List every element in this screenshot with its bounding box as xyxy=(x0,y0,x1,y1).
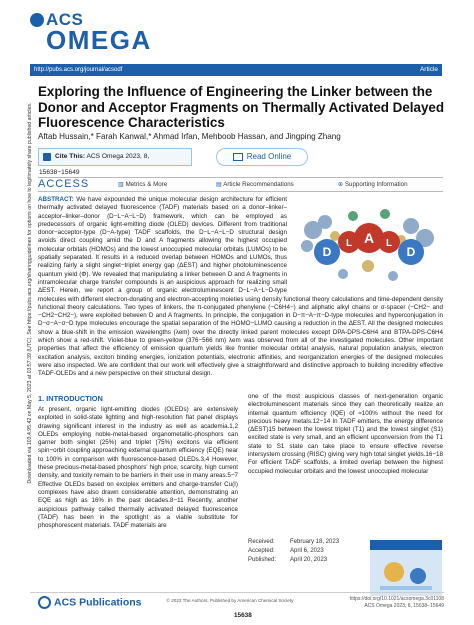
supporting-information-link[interactable] xyxy=(338,178,408,191)
publisher-name: ACS Publications xyxy=(54,596,142,609)
date-published xyxy=(248,556,348,565)
article-recommendations-link[interactable] xyxy=(216,178,294,191)
figure-label-l2: L xyxy=(385,238,393,249)
cite-text[interactable]: ACS Omega 2023, 8, 15638−15649 xyxy=(39,153,150,176)
date-value: April 6, 2023 xyxy=(290,548,324,554)
bar-chart-icon: ▥ xyxy=(118,181,126,188)
figure-label-d2: D xyxy=(406,245,416,259)
add-icon: ⊕ xyxy=(338,181,345,188)
cite-this-box[interactable] xyxy=(38,148,192,176)
metrics-label: Metrics & More xyxy=(125,181,168,188)
acs-omega-logo xyxy=(30,10,170,55)
abstract-block xyxy=(38,196,443,379)
date-accepted xyxy=(248,547,348,556)
footer-citation xyxy=(332,596,444,610)
header-bar xyxy=(30,64,442,76)
intro-right-column: one of the most auspicious classes of next-generation organic electroluminescent materials since they can theoretically realize an internal quantum efficiency (IQE) of ≈100% without the need for precious heavy metals.12−14 In TADF emitters, the energy difference (ΔEST)15 between the lowest triplet (T1) and the lowest singlet (S1) excited state is very small, and an efficient upconversion from the T1 state to S1 state can take place to ensure effective reverse intersystem crossing (RISC) giving very high total singlet yields.16−18 For efficient TADF scaffolds, a limited overlap between the highest occupied molecular orbitals and the lowest unoccupied molecular xyxy=(248,393,443,475)
article-title: Exploring the Influence of Engineering the Linker between the Donor and Acceptor Fragments on Thermally Activated Delayed Fluorescence Characteristics xyxy=(38,84,445,131)
date-received xyxy=(248,538,348,547)
read-online-label: Read Online xyxy=(246,152,292,161)
read-online-button[interactable] xyxy=(216,148,308,166)
journal-cover-thumbnail[interactable] xyxy=(370,540,442,596)
copyright-notice: © 2023 The Authors. Published by American Chemical Society xyxy=(166,598,294,603)
abstract-text: We have expounded the unique molecular design architecture for efficient thermally activated delayed fluorescence (TADF) materials based on a donor–linker–acceptor–linker–donor (D−L−A−L−D) framework, which can be employed as predecessors of organic light-emitting diode (OLED) devices. Different from traditional donor−acceptor-type (D−A-type) TADF scaffolds, the D−L−A−L−D structural design avoids direct coupling amid the D and A fragments allowing the highest occupied molecular orbitals (HOMOs) and the lowest unoccupied molecular orbitals (LUMOs) to be spatially separated. It results in a reduced overlap between HOMOs and LUMOs, thus realizing fairly a slight singlet−triplet energy gap (ΔEST) and higher photoluminescence quantum yield (Φ). We revealed that manipulating a linker between D and A fragments in intramolecular charge transfer compounds is an auspicious approach for realizing small ΔEST. Herein, we report a group of organic electroluminescent D−L−A−L−D-type molecules with different electron-donating and electron-accepting moieties using density functional theory calculations and time-dependent density functional theory calculations. Two types of linkers, the π-conjugated phenylene (−C6H4−) and aliphatic alkyl chains or σ-spacer (−CH2− and −CH2−CH2−), were exploited between D and A fragments. In principle, the conjugation in D−π−A−π−D-type molecules and hyperconjugation in D−σ−A−σ−D type molecules encourage the spatial separation of the HOMO−LUMO causing a reduction in the ΔEST. All the designed molecules show a blue-shift in the emission wavelengths (λem) over the directly linked parent molecules except DPA-DPS-C6H4 and BTPA-DPS-C6H4 which show a red-shift. Violet-blue to green-yellow (376−566 nm) λem was observed from all of the investigated molecules. Other important properties that affect the efficiency of emission quantum yields like frontier molecular orbital analysis, natural population analysis, electron excitation analysis, exciton binding energies, ionization potentials, electronic affinities, and reorganization energies of the designed molecules were also inspected. We are confident that our work will effectively give a straightforward and distinctive approach to building incredibly effective TADF-OLEDs and a new perspective on their structural design. xyxy=(38,196,443,378)
acs-publications-logo[interactable] xyxy=(38,596,142,609)
doi-link[interactable]: https://doi.org/10.1021/acsomega.3c01108 xyxy=(349,596,444,602)
intro-left-column: At present, organic light-emitting diodes (OLEDs) are extensively exploited in solid-state lighting and high-resolution flat panel displays drawing significant interest in the industry as well as academia.1,2 OLEDs employing noble-metal-based organometallic-phosphors can garner both singlet (25%) and triplet (75%) excitons via efficient spin−orbit coupling approaching external quantum efficiency (EQE) near to 100% in comparison with fluorescence-based OLEDs.3,4 However, these precious-metal-based phosphors' high price, scarcity, high current density, and toxicity remain to be barriers in their use in many areas.5−7 Effective OLEDs based on exciplex emitters and charge-transfer Cu(I) complexes have also drawn considerable attention, demonstrating an EQE as high as 16% in the past decades.8−11 Recently, another auspicious pathway called thermally activated delayed fluorescence (TADF) has been in the spotlight as a viable substitute for phosphorescent materials. TADF materials are xyxy=(38,406,238,530)
toc-graphic-dlald xyxy=(293,196,443,292)
date-key: Received: xyxy=(248,539,275,545)
introduction-heading: 1. INTRODUCTION xyxy=(38,394,103,403)
read-online-icon xyxy=(233,153,243,161)
cite-icon xyxy=(43,153,51,161)
metrics-more-link[interactable] xyxy=(118,178,167,191)
figure-label-a: A xyxy=(363,230,375,246)
supporting-label: Supporting Information xyxy=(344,181,408,188)
journal-citation: ACS Omega 2023, 8, 15638−15649 xyxy=(364,603,444,609)
footer-divider xyxy=(30,592,444,593)
date-value: February 18, 2023 xyxy=(290,539,340,545)
figure-label-l1: L xyxy=(345,238,353,249)
date-value: April 20, 2023 xyxy=(290,557,328,563)
journal-url-link[interactable]: http://pubs.acs.org/journal/acsodf xyxy=(34,67,123,73)
cite-label: Cite This: xyxy=(55,153,86,160)
date-key: Published: xyxy=(248,557,277,563)
acs-publications-icon xyxy=(38,596,51,609)
recommendations-label: Article Recommendations xyxy=(223,181,294,188)
author-list[interactable]: Aftab Hussain,* Farah Kanwal,* Ahmad Irfan, Mehboob Hassan, and Jingping Zhang xyxy=(38,132,341,141)
date-key: Accepted: xyxy=(248,548,275,554)
abstract-label: ABSTRACT: xyxy=(38,196,74,203)
logo-omega-text: OMEGA xyxy=(46,25,152,55)
figure-label-d1: D xyxy=(322,245,332,259)
logo-acs-text: ACS xyxy=(46,10,84,29)
download-watermark: Downloaded via 103.4.95.42 on May 5, 2023 at 03:57:39 (UTC). See https://pubs.acs.org/sharingguidelines for options on how to legitimately share published articles. xyxy=(27,102,33,484)
article-type-badge: Article xyxy=(419,66,438,73)
access-bar xyxy=(38,177,443,192)
article-dates xyxy=(248,538,348,565)
access-label: ACCESS xyxy=(38,178,90,190)
article-icon: ▤ xyxy=(216,181,224,188)
page-number: 15638 xyxy=(234,612,252,619)
